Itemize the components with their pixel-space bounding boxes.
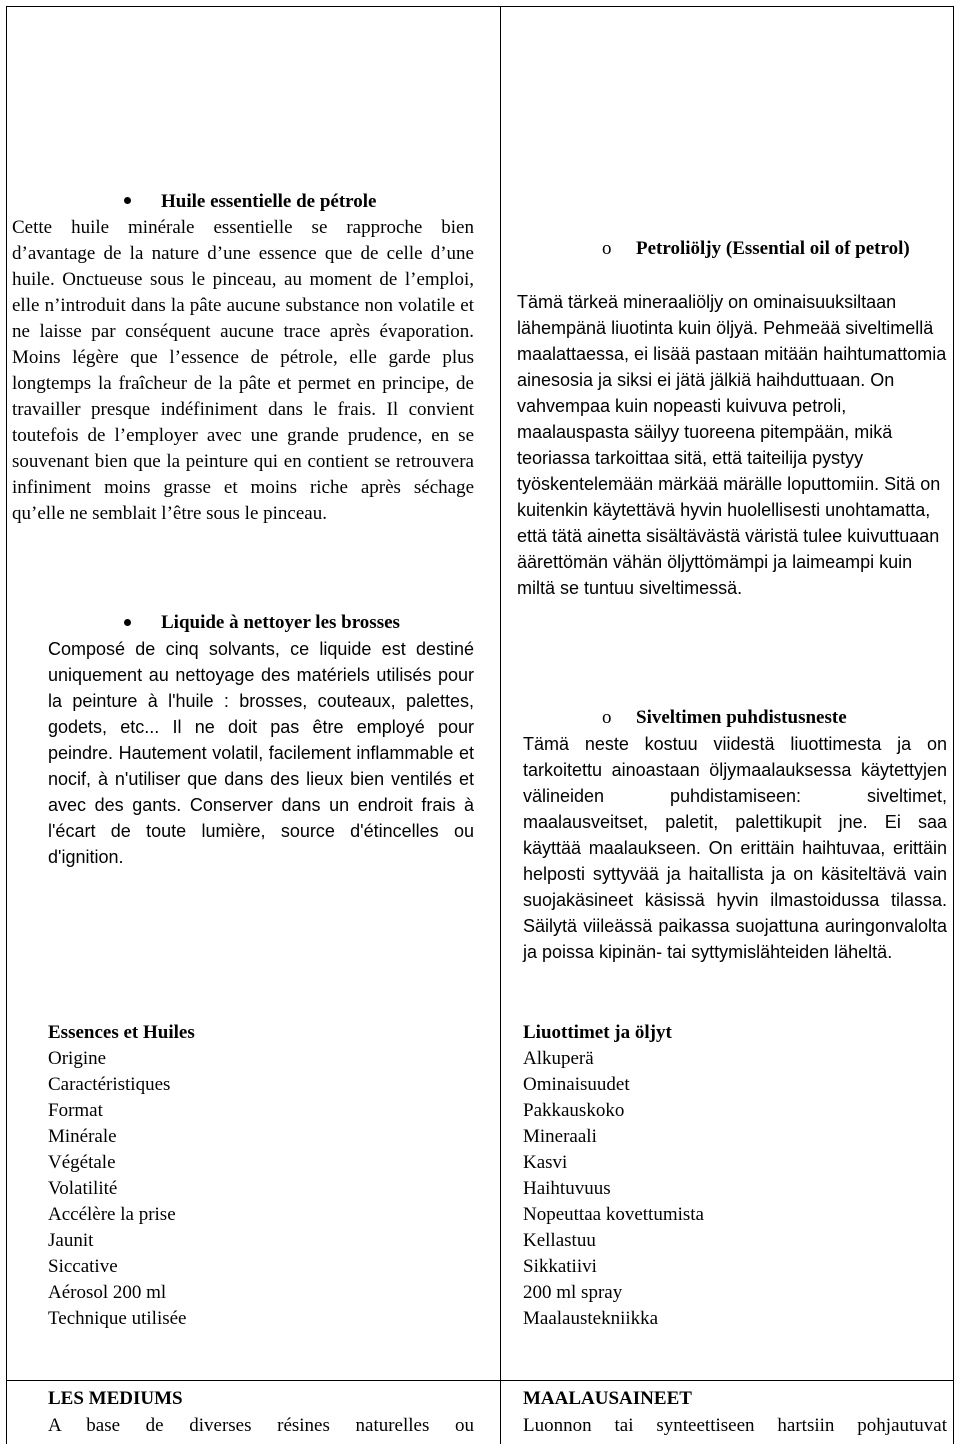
table-cell: Format xyxy=(48,1100,103,1121)
table-cell: Sikkatiivi xyxy=(523,1256,597,1277)
table-cell: Kellastuu xyxy=(523,1230,596,1251)
table-cell: Jaunit xyxy=(48,1230,94,1251)
table-cell: Minérale xyxy=(48,1126,117,1147)
section-heading: Huile essentielle de pétrole xyxy=(161,191,377,212)
bullet-icon xyxy=(124,197,131,204)
table-cell: 200 ml spray xyxy=(523,1282,623,1303)
table-cell: Maalaustekniikka xyxy=(523,1308,659,1329)
table-heading: Essences et Huiles xyxy=(48,1022,195,1043)
section-heading: Petroliöljy (Essential oil of petrol) xyxy=(636,238,910,259)
footer-text: Luonnon tai synteettiseen hartsiin pohjautuvat xyxy=(523,1415,947,1436)
table-cell: Haihtuvuus xyxy=(523,1178,611,1199)
section-heading: Liquide à nettoyer les brosses xyxy=(161,612,400,633)
table-cell: Mineraali xyxy=(523,1126,597,1147)
table-cell: Caractéristiques xyxy=(48,1074,171,1095)
table-cell: Technique utilisée xyxy=(48,1308,187,1329)
table-cell: Kasvi xyxy=(523,1152,568,1173)
circle-bullet-icon: o xyxy=(602,707,612,728)
table-cell: Origine xyxy=(48,1048,107,1069)
table-cell: Ominaisuudet xyxy=(523,1074,630,1095)
table-cell: Alkuperä xyxy=(523,1048,594,1069)
circle-bullet-icon: o xyxy=(602,238,612,259)
table-column-right xyxy=(523,1020,704,1332)
paragraph-petroleum-oil: Tämä tärkeä mineraaliöljy on ominaisuuksiltaan lähempänä liuotinta kuin öljyä. Pehmeää siveltimellä maalattaessa, ei lisää pastaan mitään haihtumattomia ainesosia ja siksi ei jätä jälkiä haihduttuaan. On vahvempaa kuin nopeasti kuivuva petroli, maalauspasta säilyy tuoreena pitempään, mikä teoriassa tarkoittaa sitä, että taiteilija pystyy työskentelemään märkää märälle loputtomiin. Sitä on kuitenkin käytettävä hyvin huolellisesti unohtamatta, että tätä ainetta sisältävästä väristä tulee kuivuttuaan äärettömän vähän öljyttömämpi ja laimeampi kuin miltä se tuntuu siveltimessä. xyxy=(517,292,947,598)
column-divider xyxy=(500,6,501,1444)
table-cell: Aérosol 200 ml xyxy=(48,1282,167,1303)
table-cell: Pakkauskoko xyxy=(523,1100,625,1121)
footer-heading: LES MEDIUMS xyxy=(48,1388,183,1409)
paragraph-brush-cleaning-liquid: Tämä neste kostuu viidestä liuottimesta ja on tarkoitettu ainoastaan öljymaalauksessa käytettyjen välineiden puhdistamiseen: siveltimet, maalausveitset, paletit, palettikupit jne. Ei saa käyttää maalaukseen. On erittäin haihtuvaa, erittäin helposti syttyvää ja haitallista ja on käsiteltävä vain suojakäsineet käsissä hyvin ilmastoidussa tilassa. Säilytä viileässä paikassa suojattuna auringonvalolta ja poissa kipinän- tai syttymislähteiden läheltä. xyxy=(523,734,947,962)
table-cell: Accélère la prise xyxy=(48,1204,176,1225)
table-column-left xyxy=(48,1020,195,1332)
footer-text: A base de diverses résines naturelles ou xyxy=(48,1415,474,1436)
table-cell: Végétale xyxy=(48,1152,116,1173)
table-heading: Liuottimet ja öljyt xyxy=(523,1022,672,1043)
table-cell: Volatilité xyxy=(48,1178,118,1199)
section-heading: Siveltimen puhdistusneste xyxy=(636,707,847,728)
table-cell: Nopeuttaa kovettumista xyxy=(523,1204,704,1225)
paragraph-brush-cleaner: Composé de cinq solvants, ce liquide est destiné uniquement au nettoyage des matériels utilisés pour la peinture à l'huile : brosses, couteaux, palettes, godets, etc... Il ne doit pas être employé pour peindre. Hautement volatil, facilement inflammable et nocif, à n'utiliser que dans des lieux bien ventilés et avec des gants. Conserver dans un endroit frais à l'écart de toute lumière, source d'étincelles ou d'ignition. xyxy=(48,639,474,867)
paragraph-essential-oil: Cette huile minérale essentielle se rapproche bien d’avantage de la nature d’une essence que de celle d’une huile. Onctueuse sous le pinceau, au moment de l’emploi, elle n’introduit dans la pâte aucune substance non volatile et ne laisse par conséquent aucune trace après évaporation. Moins légère que l’essence de pétrole, elle garde plus longtemps la fraîcheur de la pâte et permet en principe, de travailler presque indéfiniment dans le frais. Il convient toutefois de l’employer avec une grande prudence, en se souvenant bien que la peinture qui en contient se retrouvera infiniment moins grasse et moins riche après séchage qu’elle ne semblait l’être sous le pinceau. xyxy=(12,217,474,524)
table-cell: Siccative xyxy=(48,1256,118,1277)
bullet-icon xyxy=(124,619,131,626)
table-row-divider xyxy=(6,1380,954,1381)
footer-heading: MAALAUSAINEET xyxy=(523,1388,692,1409)
